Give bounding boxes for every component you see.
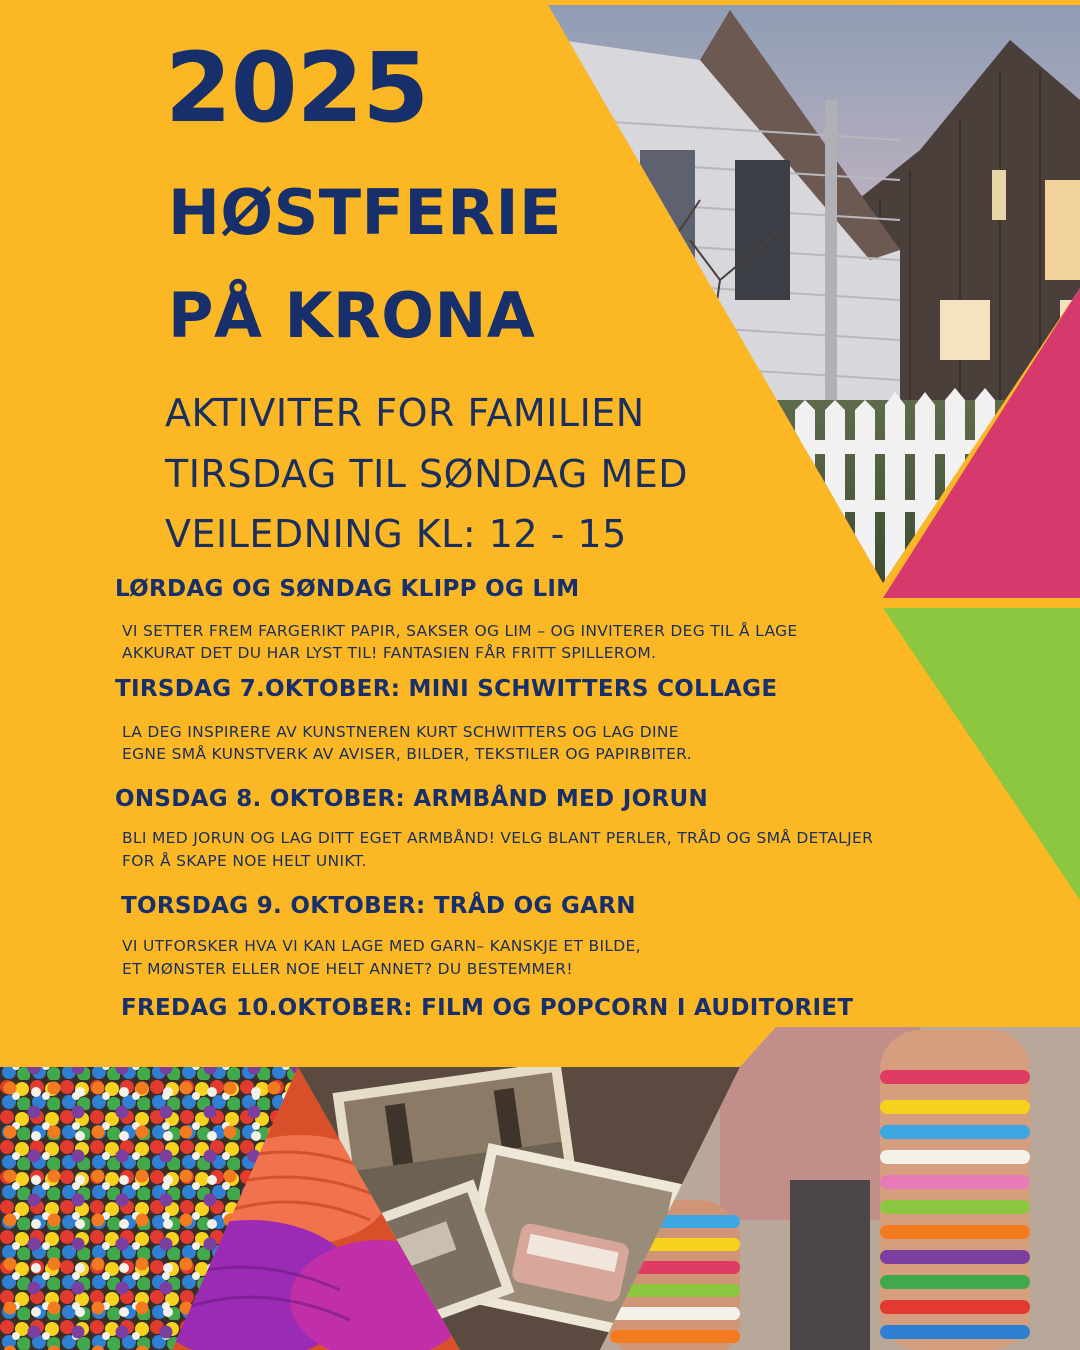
title-line-2: PÅ KRONA <box>168 279 536 352</box>
event-desc-line: ET MØNSTER ELLER NOE HELT ANNET? DU BESTEMMER! <box>122 960 573 978</box>
event-desc-line: BLI MED JORUN OG LAG DITT EGET ARMBÅND! VELG BLANT PERLER, TRÅD OG SMÅ DETALJER <box>122 829 874 847</box>
event-title-armband: ONSDAG 8. OKTOBER: ARMBÅND MED JORUN <box>115 786 708 812</box>
event-title-trad-og-garn: TORSDAG 9. OKTOBER: TRÅD OG GARN <box>121 893 636 919</box>
subtitle-line-3: VEILEDNING KL: 12 - 15 <box>165 512 627 556</box>
event-desc-line: EGNE SMÅ KUNSTVERK AV AVISER, BILDER, TEKSTILER OG PAPIRBITER. <box>122 745 692 763</box>
subtitle-line-1: AKTIVITER FOR FAMILIEN <box>165 391 645 435</box>
event-desc-line: VI UTFORSKER HVA VI KAN LAGE MED GARN– KANSKJE ET BILDE, <box>122 937 641 955</box>
event-title-schwitters: TIRSDAG 7.OKTOBER: MINI SCHWITTERS COLLAGE <box>115 676 778 702</box>
event-desc-line: LA DEG INSPIRERE AV KUNSTNEREN KURT SCHWITTERS OG LAG DINE <box>122 723 679 741</box>
event-desc-line: AKKURAT DET DU HAR LYST TIL! FANTASIEN FÅR FRITT SPILLEROM. <box>122 644 657 662</box>
green-triangle <box>883 608 1080 900</box>
event-title-klipp-og-lim: LØRDAG OG SØNDAG KLIPP OG LIM <box>115 576 580 602</box>
event-desc-line: FOR Å SKAPE NOE HELT UNIKT. <box>122 852 367 870</box>
year-heading: 2025 <box>165 32 429 144</box>
title-line-1: HØSTFERIE <box>168 176 562 249</box>
event-desc-line: VI SETTER FREM FARGERIKT PAPIR, SAKSER OG LIM – OG INVITERER DEG TIL Å LAGE <box>122 622 798 640</box>
event-title-film-og-popcorn: FREDAG 10.OKTOBER: FILM OG POPCORN I AUDITORIET <box>121 995 854 1021</box>
subtitle-line-2: TIRSDAG TIL SØNDAG MED <box>165 452 689 496</box>
